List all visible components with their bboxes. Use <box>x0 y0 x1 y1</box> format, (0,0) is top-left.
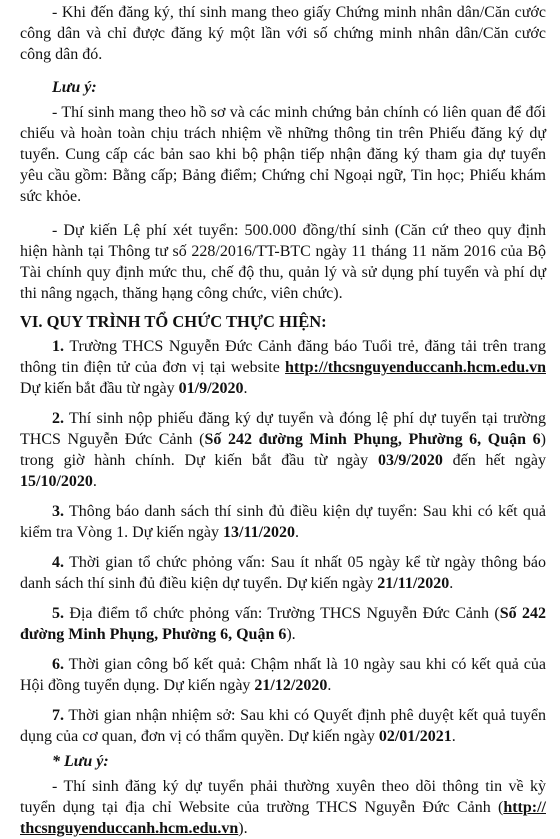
step-text: Thời gian công bố kết quả: Chậm nhất là 10 ngày sau khi có kết quả của Hội đồng tuyển dụng. Dự kiến ngày <box>20 656 546 694</box>
note-heading: Lưu ý: <box>52 79 97 96</box>
website-link[interactable]: http://thcsnguyenduccanh.hcm.edu.vn <box>285 359 546 376</box>
step-date: 15/10/2020 <box>20 473 93 490</box>
step-3 <box>20 501 546 543</box>
step-2 <box>20 408 546 492</box>
step-number: 4. <box>52 554 64 571</box>
step-end: ). <box>286 626 296 643</box>
step-number: 6. <box>52 656 64 673</box>
step-text: Dự kiến bắt đầu từ ngày <box>20 380 179 397</box>
step-end: . <box>243 380 248 397</box>
note-text: - Thí sinh đăng ký dự tuyển phải thường xuyên theo dõi thông tin về kỳ tuyển dụng tại địa chỉ Website của trường THCS Nguyễn Đức Cảnh ( <box>20 778 546 816</box>
registration-id-paragraph: - Khi đến đăng ký, thí sinh mang theo giấy Chứng minh nhân dân/Căn cước công dân và chỉ được đăng ký một lần với số chứng minh nhân dân/Căn cước công dân đó. <box>20 4 546 63</box>
step-text: Thời gian tổ chức phỏng vấn: Sau ít nhất 05 ngày kể từ ngày thông báo danh sách thí sinh đủ điều kiện dự tuyển. Dự kiến ngày <box>20 554 546 592</box>
step-4 <box>20 552 546 594</box>
step-text: Thí sinh nộp phiếu đăng ký dự tuyển và đóng lệ phí dự tuyển tại trường THCS Nguyễn Đức Cảnh ( <box>20 410 546 448</box>
step-5 <box>20 603 546 645</box>
step-date: 02/01/2021 <box>378 728 452 745</box>
step-date: 21/11/2020 <box>377 575 450 592</box>
section-heading: VI. QUY TRÌNH TỔ CHỨC THỰC HIỆN: <box>20 312 327 331</box>
fee-note-paragraph: - Dự kiến Lệ phí xét tuyển: 500.000 đồng/thí sinh (Căn cứ theo quy định hiện hành tại Thông tư số 228/2016/TT-BTC ngày 11 tháng 11 năm 2016 của Bộ Tài chính quy định mức thu, chế độ thu, quản lý và sử dụng phí tuyển và phí dự thi nâng ngạch, thăng hạng công chức, viên chức). <box>20 222 546 302</box>
step-6 <box>20 654 546 696</box>
step-text: Địa điểm tổ chức phỏng vấn: Trường THCS Nguyễn Đức Cảnh ( <box>64 605 500 622</box>
step-date: 03/9/2020 <box>377 452 443 469</box>
step-text: ) trong giờ hành chính. Dự kiến bắt đầu từ ngày <box>20 431 546 469</box>
step-end: . <box>327 677 332 694</box>
step-text: Thời gian nhận nhiệm sở: Sau khi có Quyết định phê duyệt kết quả tuyển dụng của cơ quan, đơn vị có thẩm quyền. Dự kiến ngày <box>20 707 546 745</box>
step-date: 21/12/2020 <box>254 677 328 694</box>
step-1 <box>20 336 546 399</box>
step-number: 7. <box>52 707 64 724</box>
final-note-heading: * Lưu ý: <box>52 753 109 770</box>
step-7 <box>20 705 546 747</box>
step-number: 5. <box>52 605 64 622</box>
documents-note-paragraph: - Thí sinh mang theo hồ sơ và các minh chứng bản chính có liên quan để đối chiếu và hoàn toàn chịu trách nhiệm về những thông tin trên Phiếu đăng ký dự tuyển. Cung cấp các bản sao khi bộ phận tiếp nhận đăng ký tham gia dự tuyển yêu cầu gồm: Bằng cấp; Bảng điểm; Chứng chỉ Ngoại ngữ, Tin học; Phiếu khám sức khỏe. <box>20 104 546 205</box>
note-end: ). <box>238 820 248 837</box>
final-note-paragraph <box>20 776 546 839</box>
step-end: . <box>92 473 97 490</box>
step-date: 13/11/2020 <box>223 524 296 541</box>
school-address: Số 242 đường Minh Phụng, Phường 6, Quận 6 <box>204 431 541 448</box>
step-number: 3. <box>52 503 64 520</box>
school-address: Số 242 đường Minh Phụng, Phường 6, Quận 6 <box>20 605 546 643</box>
step-end: . <box>449 575 454 592</box>
step-text: Thông báo danh sách thí sinh đủ điều kiện dự tuyển: Sau khi có kết quả kiểm tra Vòng 1. Dự kiến ngày <box>20 503 546 541</box>
step-text: Trường THCS Nguyễn Đức Cảnh đăng báo Tuổi trẻ, đăng tải trên trang thông tin điện tử của đơn vị tại website <box>20 338 546 376</box>
step-number: 2. <box>52 410 64 427</box>
step-date: 01/9/2020 <box>178 380 244 397</box>
step-end: . <box>451 728 456 745</box>
step-number: 1. <box>52 338 64 355</box>
step-end: . <box>295 524 300 541</box>
website-link[interactable]: http:// thcsnguyenduccanh.hcm.edu.vn <box>20 799 546 837</box>
step-text: đến hết ngày <box>442 452 547 469</box>
